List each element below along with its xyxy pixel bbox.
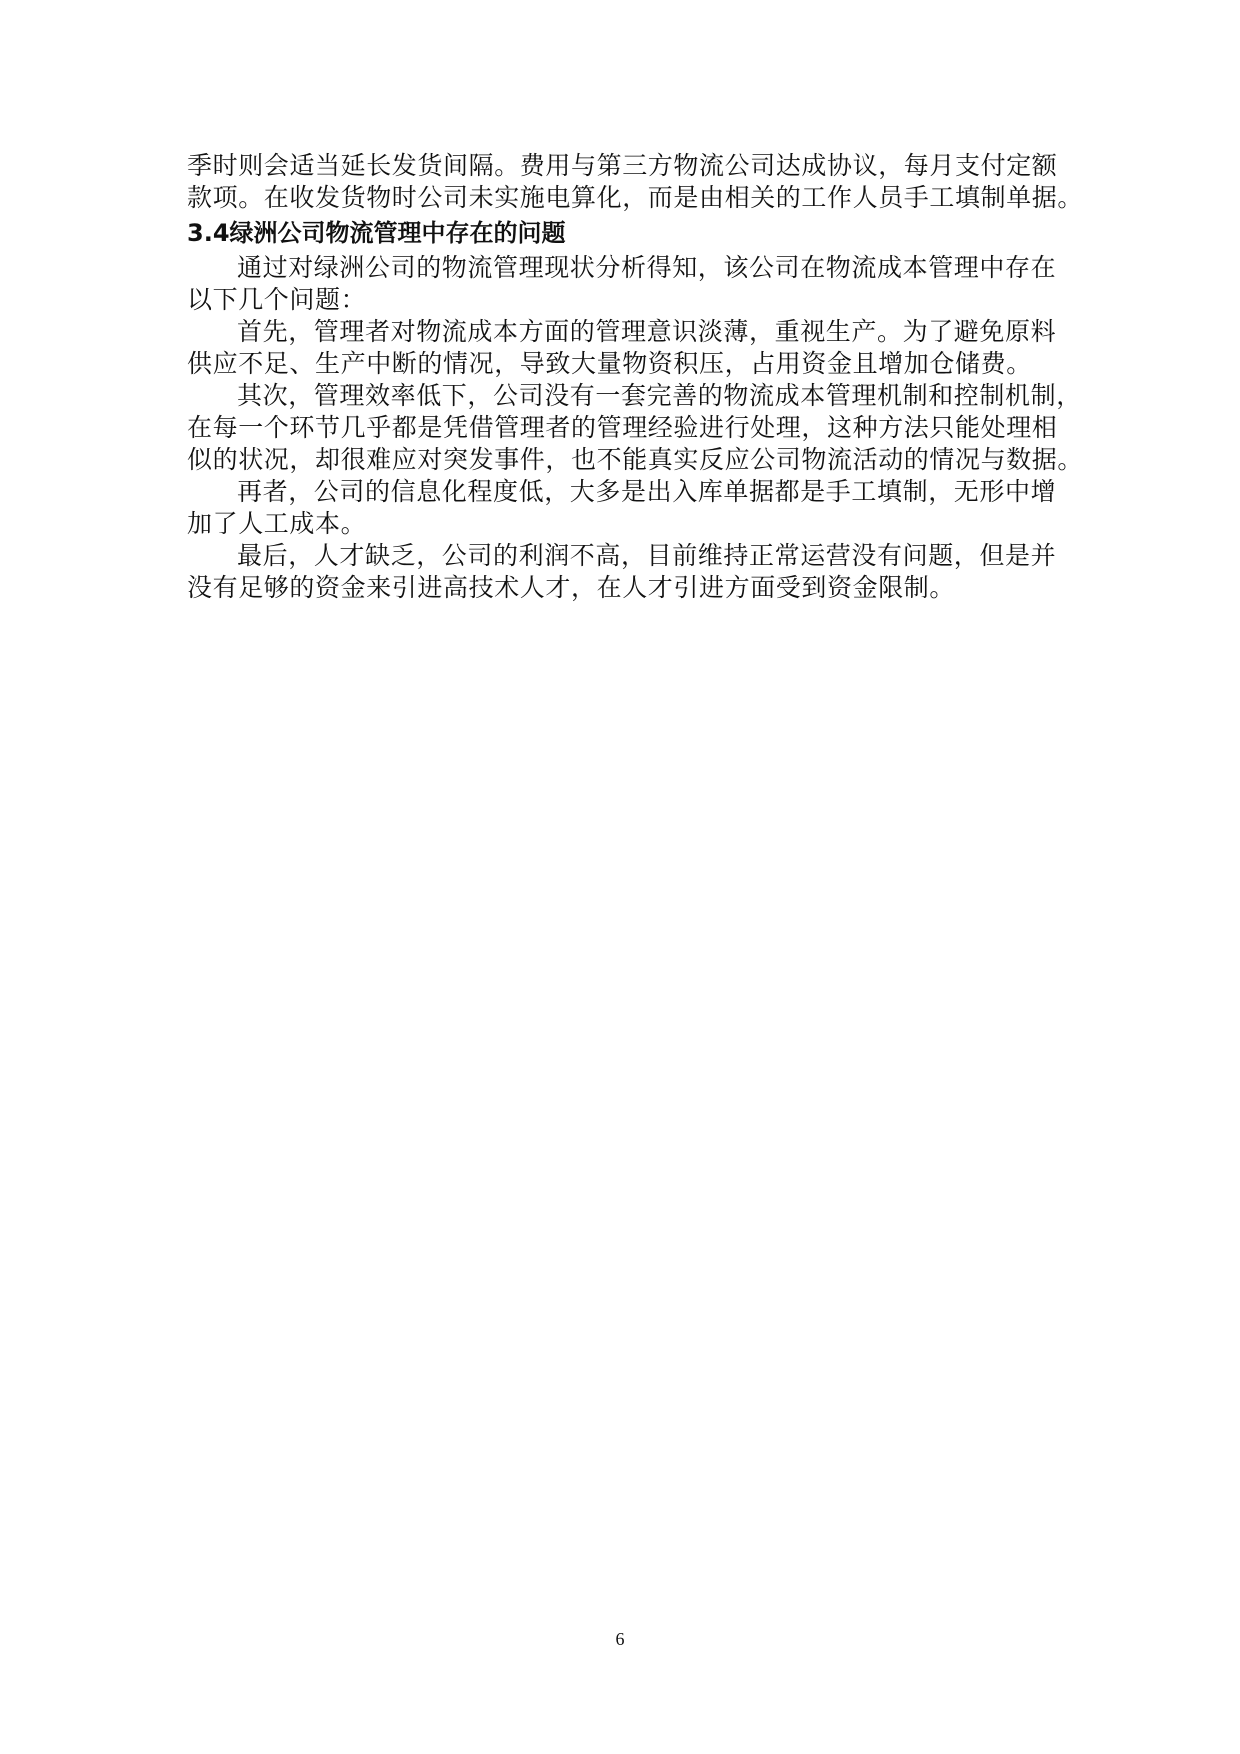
page-body [187, 150, 1084, 604]
paragraph-line: 加了人工成本。 [187, 509, 367, 538]
paragraph-problems-intro [187, 252, 1057, 316]
paragraph-line: 再者，公司的信息化程度低，大多是出入库单据都是手工填制，无形中增 [237, 477, 1057, 506]
paragraph-line: 首先，管理者对物流成本方面的管理意识淡薄，重视生产。为了避免原料 [237, 317, 1057, 346]
intro-line: 季时则会适当延长发货间隔。费用与第三方物流公司达成协议，每月支付定额 [187, 151, 1058, 180]
paragraph-first [187, 316, 1057, 380]
paragraph-line: 通过对绿洲公司的物流管理现状分析得知，该公司在物流成本管理中存在 [237, 253, 1057, 282]
paragraph-line: 最后，人才缺乏，公司的利润不高，目前维持正常运营没有问题，但是并 [237, 541, 1057, 570]
section-heading: 3.4绿洲公司物流管理中存在的问题 [187, 219, 566, 247]
paragraph-line: 以下几个问题： [187, 285, 367, 314]
paragraph-line: 其次，管理效率低下，公司没有一套完善的物流成本管理机制和控制机制， [237, 381, 1082, 410]
paragraph-second [187, 380, 1084, 476]
paragraph-line: 似的状况，却很难应对突发事件，也不能真实反应公司物流活动的情况与数据。 [187, 445, 1084, 474]
paragraph-line: 在每一个环节几乎都是凭借管理者的管理经验进行处理，这种方法只能处理相 [187, 413, 1058, 442]
paragraph-last [187, 540, 1057, 604]
paragraph-line: 没有足够的资金来引进高技术人才，在人才引进方面受到资金限制。 [187, 573, 956, 602]
paragraph-third [187, 476, 1057, 540]
intro-line: 款项。在收发货物时公司未实施电算化，而是由相关的工作人员手工填制单据。 [187, 183, 1084, 212]
page-number: 6 [615, 1629, 625, 1649]
paragraph-line: 供应不足、生产中断的情况，导致大量物资积压，占用资金且增加仓储费。 [187, 349, 1032, 378]
